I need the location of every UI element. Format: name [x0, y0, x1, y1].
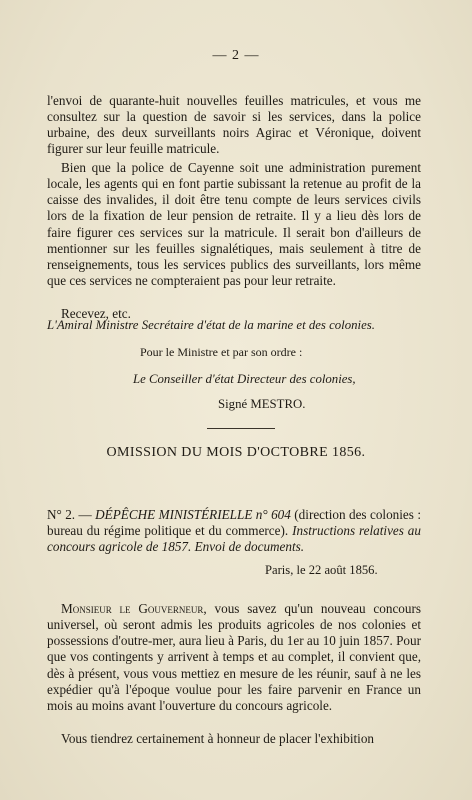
section-heading: OMISSION DU MOIS D'OCTOBRE 1856. — [106, 445, 366, 460]
dispatch-number: N° 2. — — [47, 507, 96, 523]
dispatch-direction: (direction des colonies : bureau du régime politique et du commerce). — [47, 507, 421, 539]
paragraph-governor-text: , vous savez qu'un nouveau concours universel, où seront admis les produits agricoles de nos colonies et possessions d'outre-mer, aura lieu à Paris, du 1er au 10 juin 1857. Pour que vos contingents y arrivent à temps et au complet, il convient que, dès à présent, vous vous mettiez en mesure de les réunir, sauf à ne les expédier qu'à l'époque voulue pour les faire parvenir en France un mois au moins avant l'ouverture du concours agricole. — [47, 601, 422, 713]
dateline: Paris, le 22 août 1856. — [265, 563, 378, 577]
signature-order: Pour le Ministre et par son ordre : — [140, 345, 303, 359]
paragraph-closing: Recevez, etc. — [61, 306, 131, 322]
signature-minister: L'Amiral Ministre Secrétaire d'état de la marine et des colonies. — [47, 318, 375, 332]
dispatch-instructions: Instructions relatives au concours agricole de 1857. Envoi de documents. — [47, 523, 421, 555]
signature-signed: Signé MESTRO. — [218, 397, 306, 411]
section-divider — [207, 428, 275, 429]
paragraph-governor — [47, 601, 421, 714]
dispatch-entry — [47, 507, 421, 555]
dispatch-title: DÉPÊCHE MINISTÉRIELLE — [95, 507, 253, 523]
dispatch-ref: n° 604 — [252, 507, 291, 523]
page-number: — 2 — — [212, 48, 260, 63]
signature-councillor: Le Conseiller d'état Directeur des colonies, — [133, 372, 356, 386]
salutation: Monsieur le Gouverneur — [61, 601, 204, 617]
paragraph-1: l'envoi de quarante-huit nouvelles feuilles matricules, et vous me consultez sur la question de savoir si les services, dans la police urbaine, des deux surveillants noirs Agirac et Véronique, doivent figurer sur leur feuille matricule. — [47, 93, 421, 157]
paragraph-2: Bien que la police de Cayenne soit une administration purement locale, les agents qui en font partie subissant la retenue au profit de la caisse des invalides, il doit être tenu compte de leurs services civils lors de la fixation de leur pension de retraite. Il y a lieu dès lors de faire figurer ces services sur la matricule. Il serait bon d'ailleurs de mentionner sur les feuilles signalétiques, mais seulement à titre de renseignements, tous les services publics des surveillants, lors même que ces services ne compteraient pas pour leur retraite. — [47, 160, 421, 288]
paragraph-last: Vous tiendrez certainement à honneur de placer l'exhibition — [61, 731, 375, 747]
